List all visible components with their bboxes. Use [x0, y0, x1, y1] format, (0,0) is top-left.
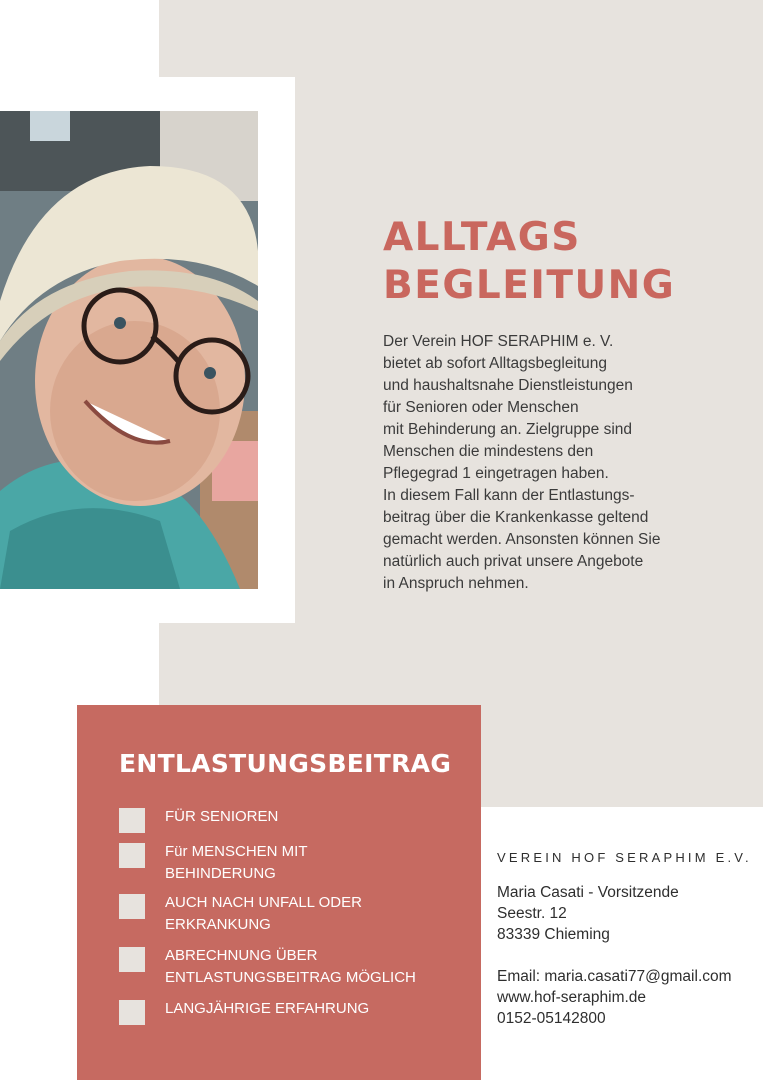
intro-line: für Senioren oder Menschen	[383, 399, 579, 416]
panel-title: ENTLASTUNGSBEITRAG	[119, 749, 452, 778]
org-name: VEREIN HOF SERAPHIM E.V.	[497, 850, 752, 865]
checkbox-square	[119, 843, 145, 868]
portrait-photo	[0, 111, 258, 589]
checklist-label	[165, 892, 362, 936]
contact-website: www.hof-seraphim.de	[497, 989, 647, 1006]
intro-line: natürlich auch privat unsere Angebote	[383, 553, 644, 570]
intro-line: und haushaltsnahe Dienstleistungen	[383, 377, 633, 394]
contact-block	[497, 848, 752, 1029]
checklist-label-line: ERKRANKUNG	[165, 916, 271, 933]
checkbox-square	[119, 947, 145, 972]
spacer	[497, 945, 752, 966]
intro-line: beitrag über die Krankenkasse geltend	[383, 509, 649, 526]
intro-line: gemacht werden. Ansonsten können Sie	[383, 531, 661, 548]
title-line: ALLTAGS	[383, 215, 581, 260]
intro-line: in Anspruch nehmen.	[383, 575, 529, 592]
intro-text	[383, 331, 683, 595]
contact-person: Maria Casati - Vorsitzende	[497, 884, 679, 901]
checkbox-square	[119, 1000, 145, 1025]
checklist-label-line: ABRECHNUNG ÜBER	[165, 947, 318, 964]
contact-street: Seestr. 12	[497, 905, 567, 922]
title-line: BEGLEITUNG	[383, 263, 676, 308]
checklist-label-line: LANGJÄHRIGE ERFAHRUNG	[165, 1000, 370, 1017]
entlastung-panel	[77, 705, 481, 1080]
intro-line: Menschen die mindestens den	[383, 443, 594, 460]
checklist-label-line: ENTLASTUNGSBEITRAG MÖGLICH	[165, 969, 416, 986]
contact-email: Email: maria.casati77@gmail.com	[497, 968, 732, 985]
intro-line: In diesem Fall kann der Entlastungs-	[383, 487, 635, 504]
checkbox-square	[119, 894, 145, 919]
checklist-label	[165, 806, 278, 828]
checklist-label	[165, 998, 369, 1020]
contact-city: 83339 Chieming	[497, 926, 610, 943]
intro-line: bietet ab sofort Alltagsbegleitung	[383, 355, 608, 372]
checklist-label	[165, 841, 308, 885]
checklist-label-line: Für MENSCHEN MIT	[165, 843, 308, 860]
page-title	[383, 214, 675, 310]
checklist-label-line: AUCH NACH UNFALL ODER	[165, 894, 362, 911]
checklist-label-line: FÜR SENIOREN	[165, 808, 279, 825]
intro-line: Pflegegrad 1 eingetragen haben.	[383, 465, 609, 482]
checklist-label	[165, 945, 416, 989]
intro-line: mit Behinderung an. Zielgruppe sind	[383, 421, 633, 438]
contact-phone: 0152-05142800	[497, 1010, 606, 1027]
intro-line: Der Verein HOF SERAPHIM e. V.	[383, 333, 614, 350]
checklist-label-line: BEHINDERUNG	[165, 865, 276, 882]
checkbox-square	[119, 808, 145, 833]
